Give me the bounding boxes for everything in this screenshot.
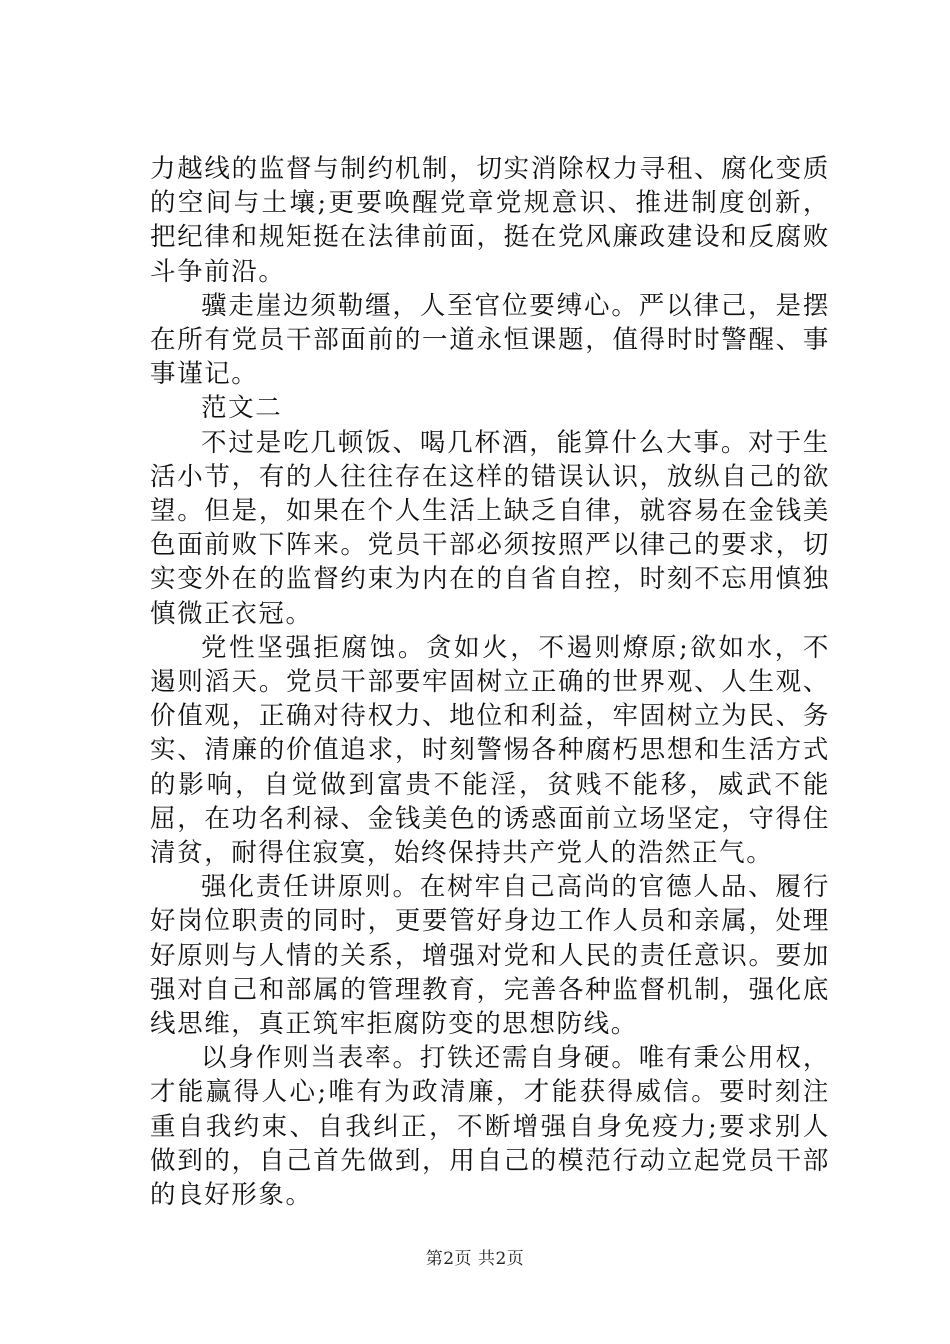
page-footer: 第2页 共2页: [425, 1249, 525, 1269]
paragraph: 强化责任讲原则。在树牢自己高尚的官德人品、履行好岗位职责的同时，更要管好身边工作人员和亲属，处理好原则与人情的关系，增强对党和人民的责任意识。要加强对自己和部属的管理教育，完善各种监督机制，强化底线思维，真正筑牢拒腐防变的思想防线。: [150, 872, 830, 1040]
paragraph: 以身作则当表率。打铁还需自身硬。唯有秉公用权，才能赢得人心;唯有为政清廉，才能获得威信。要时刻注重自我约束、自我纠正，不断增强自身免疫力;要求别人做到的，自己首先做到，用自己的模范行动立起党员干部的良好形象。: [150, 1043, 830, 1211]
document-body: [150, 152, 830, 1212]
paragraph: 党性坚强拒腐蚀。贪如火，不遏则燎原;欲如水，不遏则滔天。党员干部要牢固树立正确的世界观、人生观、价值观，正确对待权力、地位和利益，牢固树立为民、务实、清廉的价值追求，时刻警惕各种腐朽思想和生活方式的影响，自觉做到富贵不能淫，贫贱不能移，威武不能屈，在功名利禄、金钱美色的诱惑面前立场坚定，守得住清贫，耐得住寂寞，始终保持共产党人的浩然正气。: [150, 632, 830, 869]
paragraph: 不过是吃几顿饭、喝几杯酒，能算什么大事。对于生活小节，有的人往往存在这样的错误认识，放纵自己的欲望。但是，如果在个人生活上缺乏自律，就容易在金钱美色面前败下阵来。党员干部必须按照严以律己的要求，切实变外在的监督约束为内在的自省自控，时刻不忘用慎独慎微正衣冠。: [150, 427, 830, 629]
section-heading: 范文二: [201, 393, 283, 424]
paragraph-continuation: 力越线的监督与制约机制，切实消除权力寻租、腐化变质的空间与土壤;更要唤醒党章党规意识、推进制度创新，把纪律和规矩挺在法律前面，挺在党风廉政建设和反腐败斗争前沿。: [150, 154, 830, 287]
paragraph: 骥走崖边须勒缰，人至官位要缚心。严以律己，是摆在所有党员干部面前的一道永恒课题，值得时时警醒、事事谨记。: [150, 290, 830, 390]
